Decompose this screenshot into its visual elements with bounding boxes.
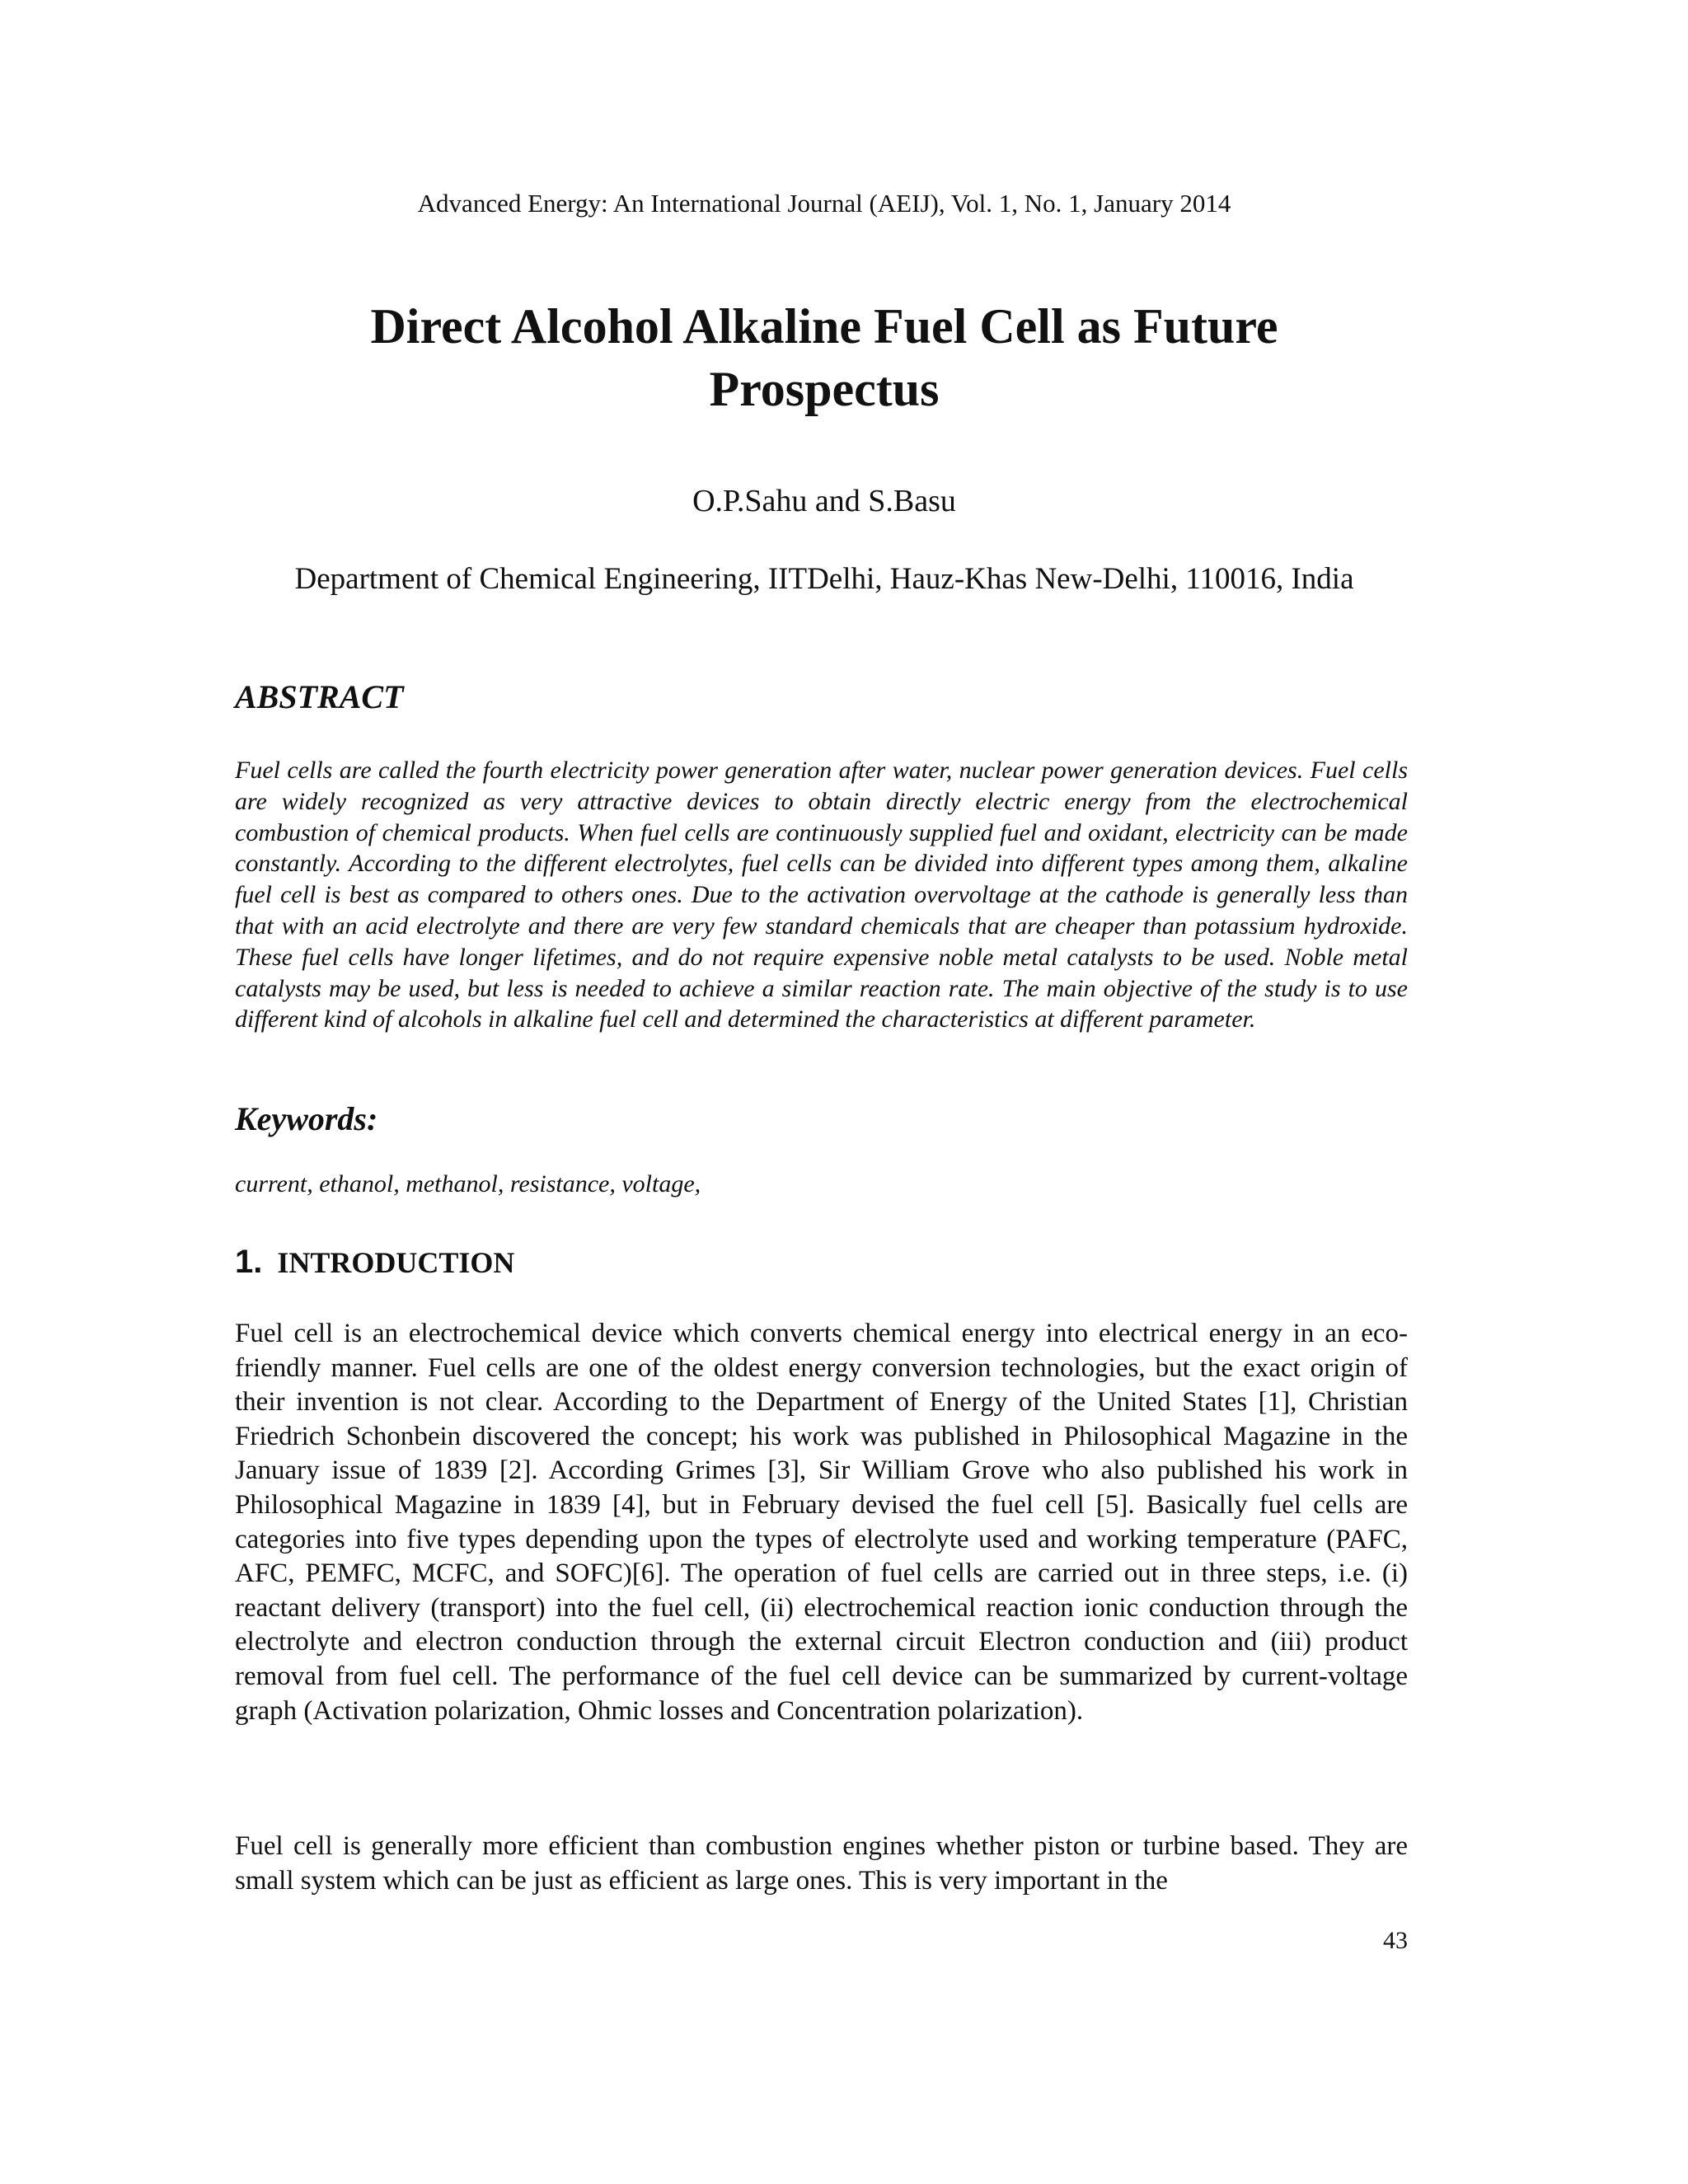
paper-title [0,295,1648,420]
introduction-heading [235,1243,514,1288]
introduction-paragraph-1: Fuel cell is an electrochemical device which converts chemical energy into electrical energy in an eco-friendly manner. Fuel cells are one of the oldest energy conversion technologies, but the exact origin of their invention is not clear. According to the Department of Energy of the United States [1], Christian Friedrich Schonbein discovered the concept; his work was published in Philosophical Magazine in the January issue of 1839 [2]. According Grimes [3], Sir William Grove who also published his work in Philosophical Magazine in 1839 [4], but in February devised the fuel cell [5]. Basically fuel cells are categories into five types depending upon the types of electrolyte used and working temperature (PAFC, AFC, PEMFC, MCFC, and SOFC)[6]. The operation of fuel cells are carried out in three steps, i.e. (i) reactant delivery (transport) into the fuel cell, (ii) electrochemical reaction ionic conduction through the electrolyte and electron conduction through the external circuit Electron conduction and (iii) product removal from fuel cell. The performance of the fuel cell device can be summarized by current-voltage graph (Activation polarization, Ohmic losses and Concentration polarization). [235,1319,1408,1726]
running-header: Advanced Energy: An International Journal (AEIJ), Vol. 1, No. 1, January 2014 [417,189,1231,218]
keywords-heading: Keywords: [235,1100,378,1137]
abstract-text: Fuel cells are called the fourth electricity power generation after water, nuclear power generation devices. Fuel cells are widely recognized as very attractive devices to obtain directly electric energy from the electrochemical combustion of chemical products. When fuel cells are continuously supplied fuel and oxidant, electricity can be made constantly. According to the different electrolytes, fuel cells can be divided into different types among them, alkaline fuel cell is best as compared to others ones. Due to the activation overvoltage at the cathode is generally less than that with an acid electrolyte and there are very few standard chemicals that are cheaper than potassium hydroxide. These fuel cells have longer lifetimes, and do not require expensive noble metal catalysts to be used. Noble metal catalysts may be used, but less is needed to achieve a similar reaction rate. The main objective of the study is to use different kind of alcohols in alkaline fuel cell and determined the characteristics at different parameter. [235,757,1408,1033]
paper-title-line-2: Prospectus [709,362,940,416]
abstract-heading: ABSTRACT [235,678,404,715]
page-number: 43 [1383,1927,1408,1954]
keywords-text: current, ethanol, methanol, resistance, voltage, [235,1170,701,1197]
section-title: INTRODUCTION [277,1246,515,1279]
introduction-paragraph-2: Fuel cell is generally more efficient than combustion engines whether piston or turbine based. They are small system which can be just as efficient as large ones. This is very important in the [235,1831,1408,1896]
affiliation: Department of Chemical Engineering, IITDelhi, Hauz-Khas New-Delhi, 110016, India [294,562,1354,596]
section-number: 1. [235,1244,263,1280]
paper-title-line-1: Direct Alcohol Alkaline Fuel Cell as Future [370,299,1278,354]
authors: O.P.Sahu and S.Basu [692,484,956,518]
